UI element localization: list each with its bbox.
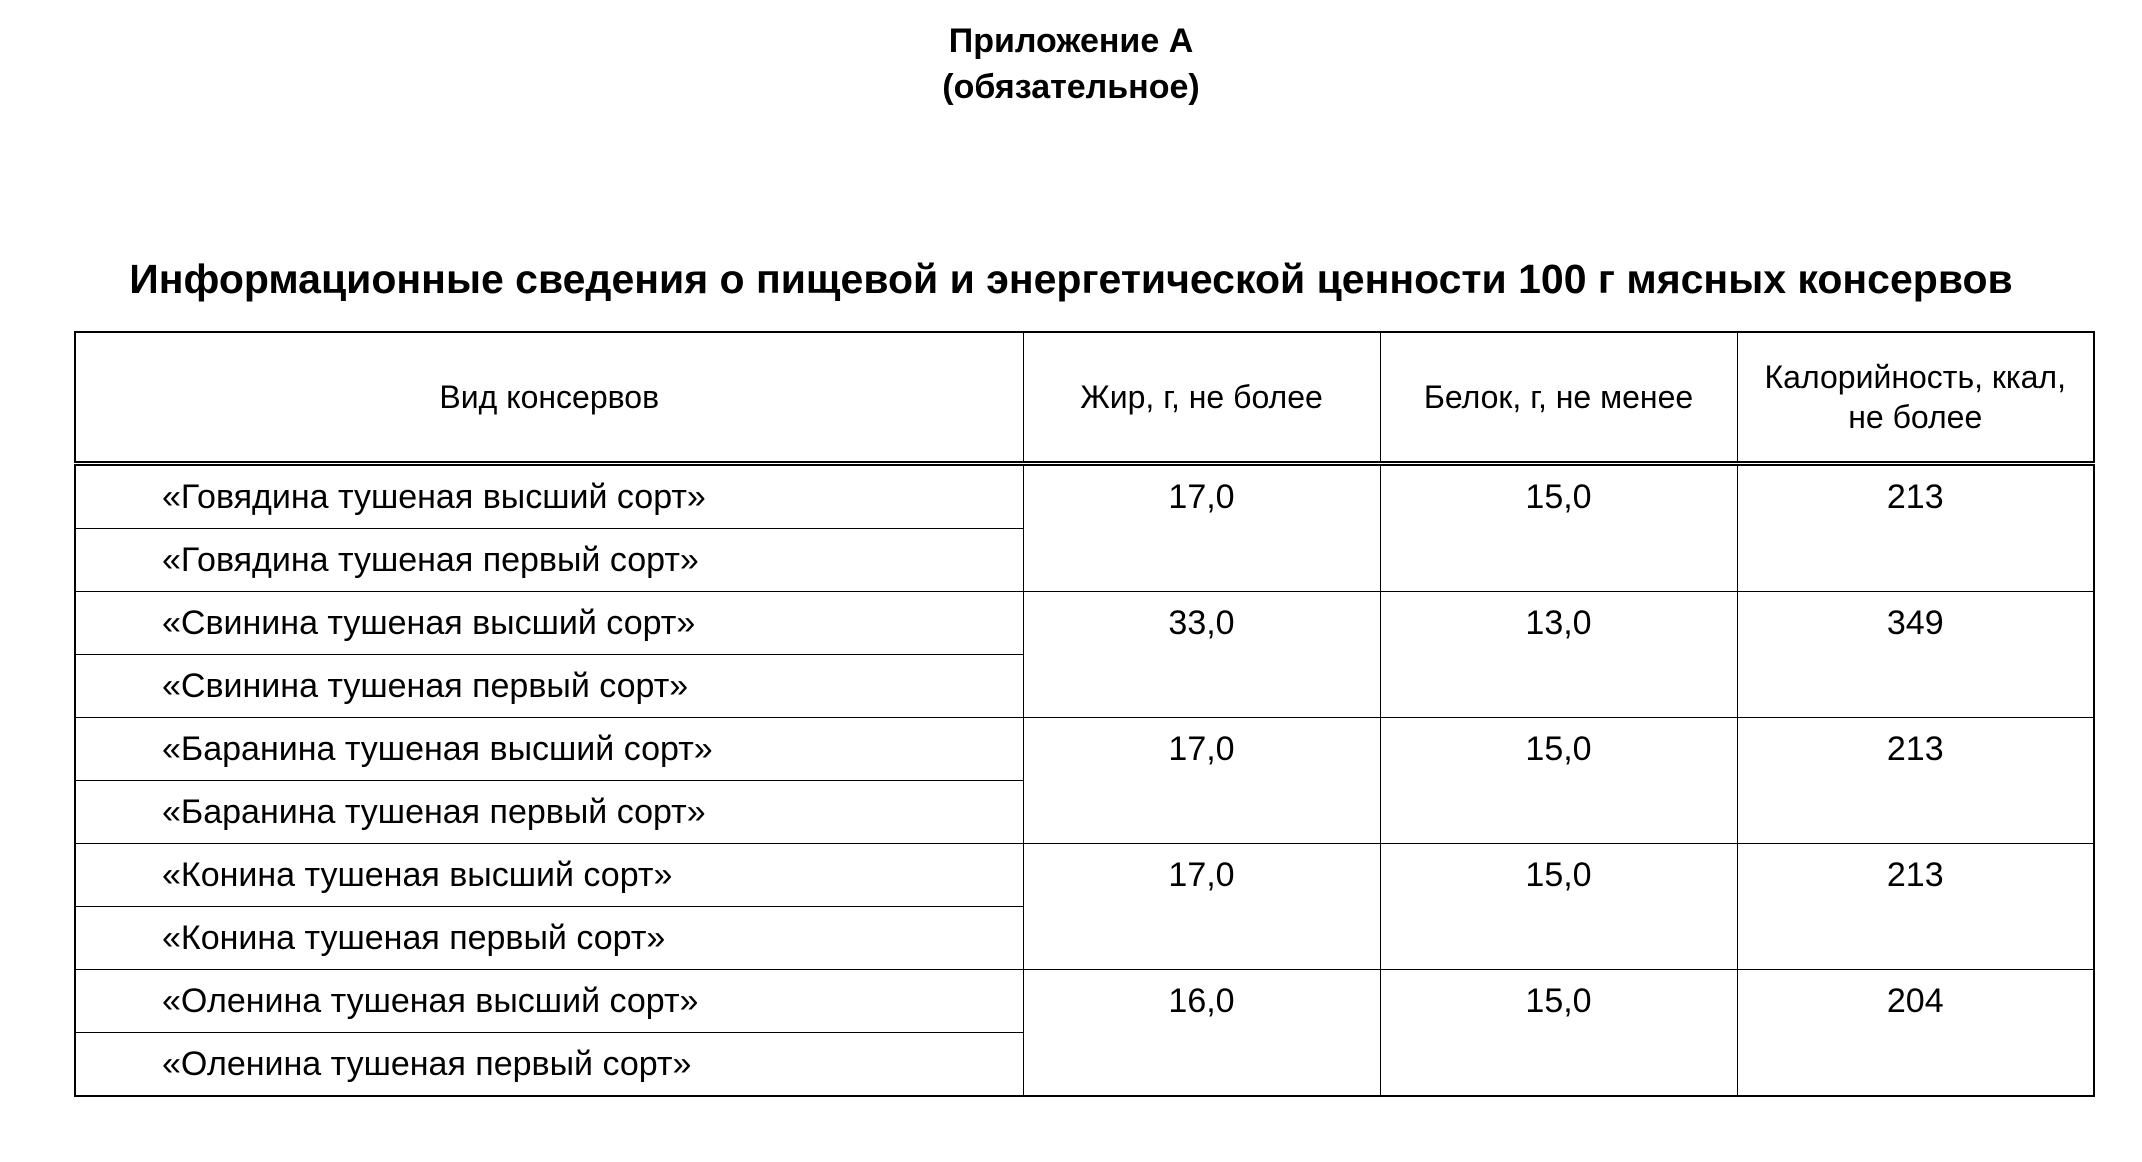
- product-name: «Конина тушеная высший сорт»: [75, 844, 1023, 907]
- product-name: «Говядина тушеная высший сорт»: [75, 464, 1023, 529]
- table-header-row: [75, 332, 2094, 464]
- table-row: [75, 592, 2094, 655]
- protein-value: 15,0: [1380, 844, 1737, 970]
- table-row: [75, 464, 2094, 529]
- table-row: [75, 718, 2094, 781]
- table-row: [75, 844, 2094, 907]
- product-name: «Баранина тушеная первый сорт»: [75, 781, 1023, 844]
- column-header-protein: Белок, г, не менее: [1380, 332, 1737, 464]
- calories-value: 213: [1737, 464, 2094, 592]
- fat-value: 16,0: [1023, 970, 1380, 1097]
- product-name: «Свинина тушеная высший сорт»: [75, 592, 1023, 655]
- product-name: «Конина тушеная первый сорт»: [75, 907, 1023, 970]
- product-name: «Баранина тушеная высший сорт»: [75, 718, 1023, 781]
- product-name: «Оленина тушеная первый сорт»: [75, 1033, 1023, 1097]
- fat-value: 17,0: [1023, 464, 1380, 592]
- calories-value: 349: [1737, 592, 2094, 718]
- column-header-calories: Калорийность, ккал, не более: [1737, 332, 2094, 464]
- protein-value: 15,0: [1380, 464, 1737, 592]
- appendix-heading: [0, 18, 2142, 110]
- fat-value: 17,0: [1023, 718, 1380, 844]
- appendix-label: Приложение А: [948, 22, 1194, 60]
- product-name: «Свинина тушеная первый сорт»: [75, 655, 1023, 718]
- product-name: «Говядина тушеная первый сорт»: [75, 529, 1023, 592]
- table-row: [75, 970, 2094, 1033]
- fat-value: 33,0: [1023, 592, 1380, 718]
- table-title: Информационные сведения о пищевой и энергетической ценности 100 г мясных консервов: [129, 256, 2013, 302]
- protein-value: 13,0: [1380, 592, 1737, 718]
- nutrition-table: [74, 331, 2095, 1097]
- fat-value: 17,0: [1023, 844, 1380, 970]
- appendix-type: (обязательное): [942, 68, 1200, 106]
- product-name: «Оленина тушеная высший сорт»: [75, 970, 1023, 1033]
- column-header-type: Вид консервов: [75, 332, 1023, 464]
- protein-value: 15,0: [1380, 718, 1737, 844]
- calories-value: 213: [1737, 718, 2094, 844]
- calories-value: 213: [1737, 844, 2094, 970]
- column-header-fat: Жир, г, не более: [1023, 332, 1380, 464]
- calories-value: 204: [1737, 970, 2094, 1097]
- protein-value: 15,0: [1380, 970, 1737, 1097]
